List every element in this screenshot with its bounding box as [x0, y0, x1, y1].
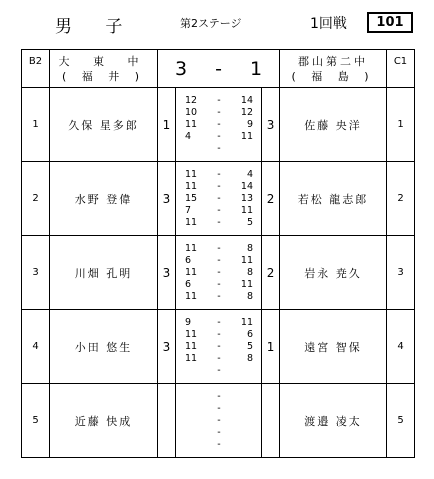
game-score-row [176, 243, 261, 255]
game-dash: - [217, 130, 221, 142]
game-right-points: 11 [240, 278, 253, 290]
game-dash: - [217, 328, 221, 340]
game-dash: - [217, 180, 221, 192]
left-seed: B2 [22, 50, 50, 88]
match-number-right: 3 [387, 236, 415, 310]
left-sets-won: 3 [158, 162, 176, 236]
game-score-row [176, 181, 261, 193]
right-player-name: 若松 龍志郎 [280, 162, 387, 236]
right-player-name: 岩永 尭久 [280, 236, 387, 310]
right-sets-won [262, 384, 280, 458]
left-sets-won: 1 [158, 88, 176, 162]
left-player-name: 水野 登偉 [50, 162, 158, 236]
total-score-right: 1 [249, 57, 263, 80]
match-number-right: 5 [387, 384, 415, 458]
game-scores [176, 236, 262, 310]
game-scores [176, 384, 262, 458]
game-score-list [176, 95, 261, 155]
game-right-points: 9 [246, 118, 253, 130]
game-right-points [228, 427, 262, 439]
game-left-points [176, 365, 211, 377]
game-left-points [176, 439, 211, 451]
game-score-row [176, 131, 261, 143]
match-row [22, 162, 415, 236]
game-right-points: 11 [240, 204, 253, 216]
game-right-points: 11 [240, 254, 253, 266]
game-dash: - [217, 402, 221, 414]
game-right-points [228, 439, 262, 451]
game-dash: - [217, 216, 221, 228]
game-left-points [176, 403, 211, 415]
game-left-points: 11 [185, 266, 198, 278]
game-left-points [176, 391, 211, 403]
right-player-name: 遠宮 智保 [280, 310, 387, 384]
game-left-points: 4 [185, 130, 192, 142]
game-left-points: 11 [185, 290, 198, 302]
stage-label: 第2ステージ [180, 17, 242, 30]
game-score-row [176, 267, 261, 279]
game-score-row [176, 341, 261, 353]
game-right-points: 11 [240, 316, 253, 328]
match-number: 2 [22, 162, 50, 236]
game-score-list [176, 243, 261, 303]
match-number-box: 101 [367, 12, 413, 33]
match-number: 3 [22, 236, 50, 310]
game-dash: - [217, 204, 221, 216]
round-label: 1回戦 [310, 16, 347, 32]
match-row [22, 310, 415, 384]
game-dash: - [217, 242, 221, 254]
game-left-points: 11 [185, 216, 198, 228]
scoresheet-table [21, 49, 415, 458]
total-score [158, 50, 280, 88]
match-number-right: 4 [387, 310, 415, 384]
left-sets-won: 3 [158, 236, 176, 310]
game-left-points: 11 [185, 328, 198, 340]
game-right-points [228, 143, 262, 155]
game-score-row [176, 205, 261, 217]
game-score-row [176, 95, 261, 107]
game-left-points: 9 [185, 316, 192, 328]
left-team-name: 大 東 中 [58, 54, 149, 68]
game-dash: - [217, 94, 221, 106]
game-dash: - [217, 266, 221, 278]
game-score-row [176, 353, 261, 365]
game-right-points: 12 [240, 106, 253, 118]
game-right-points: 13 [240, 192, 253, 204]
left-player-name: 久保 星多郎 [50, 88, 158, 162]
game-left-points: 15 [185, 192, 198, 204]
game-dash: - [217, 254, 221, 266]
game-score-row [176, 427, 261, 439]
game-right-points: 8 [246, 242, 253, 254]
game-right-points: 14 [240, 94, 253, 106]
right-seed: C1 [387, 50, 415, 88]
game-right-points: 8 [246, 290, 253, 302]
right-team-name: 郡山第二中 [298, 54, 369, 68]
game-dash: - [217, 414, 221, 426]
game-left-points: 11 [185, 180, 198, 192]
game-left-points: 7 [185, 204, 192, 216]
match-number: 4 [22, 310, 50, 384]
game-dash: - [217, 278, 221, 290]
game-right-points: 14 [240, 180, 253, 192]
right-sets-won: 2 [262, 236, 280, 310]
game-score-row [176, 291, 261, 303]
game-score-row [176, 415, 261, 427]
game-left-points: 11 [185, 242, 198, 254]
game-dash: - [217, 142, 221, 154]
game-dash: - [217, 316, 221, 328]
game-score-row [176, 193, 261, 205]
division-label: 男 子 [55, 17, 137, 37]
game-right-points: 5 [246, 340, 253, 352]
match-number: 5 [22, 384, 50, 458]
team-header-row [22, 50, 415, 88]
game-left-points [176, 427, 211, 439]
game-right-points [228, 365, 262, 377]
match-row [22, 88, 415, 162]
game-dash: - [217, 390, 221, 402]
match-number-right: 2 [387, 162, 415, 236]
game-scores [176, 88, 262, 162]
game-dash: - [217, 168, 221, 180]
game-right-points [228, 403, 262, 415]
match-row [22, 236, 415, 310]
total-score-left: 3 [174, 57, 188, 80]
game-score-row [176, 169, 261, 181]
left-player-name: 川畑 孔明 [50, 236, 158, 310]
right-player-name: 渡邉 凌太 [280, 384, 387, 458]
right-team-pref: ( 福 島 ) [291, 69, 375, 83]
game-right-points: 5 [246, 216, 253, 228]
match-number-right: 1 [387, 88, 415, 162]
left-player-name: 近藤 快成 [50, 384, 158, 458]
game-dash: - [217, 364, 221, 376]
game-score-row [176, 279, 261, 291]
left-sets-won: 3 [158, 310, 176, 384]
game-right-points: 6 [246, 328, 253, 340]
game-left-points: 12 [185, 94, 198, 106]
game-right-points: 4 [246, 168, 253, 180]
game-right-points: 8 [246, 266, 253, 278]
game-left-points: 11 [185, 168, 198, 180]
game-score-row [176, 439, 261, 451]
game-score-row [176, 329, 261, 341]
game-score-list [176, 317, 261, 377]
game-right-points [228, 391, 262, 403]
game-left-points: 11 [185, 340, 198, 352]
game-right-points: 11 [240, 130, 253, 142]
game-dash: - [217, 426, 221, 438]
game-dash: - [217, 340, 221, 352]
game-score-list [176, 169, 261, 229]
right-team-cell [280, 50, 387, 88]
game-left-points: 11 [185, 118, 198, 130]
game-left-points: 10 [185, 106, 198, 118]
match-row [22, 384, 415, 458]
game-score-row [176, 143, 261, 155]
left-team-cell [50, 50, 158, 88]
game-dash: - [217, 106, 221, 118]
game-left-points [176, 415, 211, 427]
game-score-row [176, 391, 261, 403]
game-score-row [176, 217, 261, 229]
game-score-row [176, 403, 261, 415]
game-scores [176, 162, 262, 236]
match-number: 1 [22, 88, 50, 162]
game-score-row [176, 107, 261, 119]
game-score-row [176, 255, 261, 267]
right-sets-won: 3 [262, 88, 280, 162]
game-score-row [176, 365, 261, 377]
game-scores [176, 310, 262, 384]
game-dash: - [217, 118, 221, 130]
right-sets-won: 1 [262, 310, 280, 384]
game-dash: - [217, 352, 221, 364]
game-left-points: 11 [185, 352, 198, 364]
game-right-points [228, 415, 262, 427]
game-left-points [176, 143, 211, 155]
game-left-points: 6 [185, 254, 192, 266]
left-sets-won [158, 384, 176, 458]
right-sets-won: 2 [262, 162, 280, 236]
left-player-name: 小田 悠生 [50, 310, 158, 384]
game-score-row [176, 119, 261, 131]
total-score-dash: - [215, 57, 222, 80]
game-right-points: 8 [246, 352, 253, 364]
game-score-list [176, 391, 261, 451]
game-dash: - [217, 290, 221, 302]
game-dash: - [217, 438, 221, 450]
right-player-name: 佐藤 央洋 [280, 88, 387, 162]
game-score-row [176, 317, 261, 329]
game-dash: - [217, 192, 221, 204]
left-team-pref: ( 福 井 ) [61, 69, 146, 83]
game-left-points: 6 [185, 278, 192, 290]
